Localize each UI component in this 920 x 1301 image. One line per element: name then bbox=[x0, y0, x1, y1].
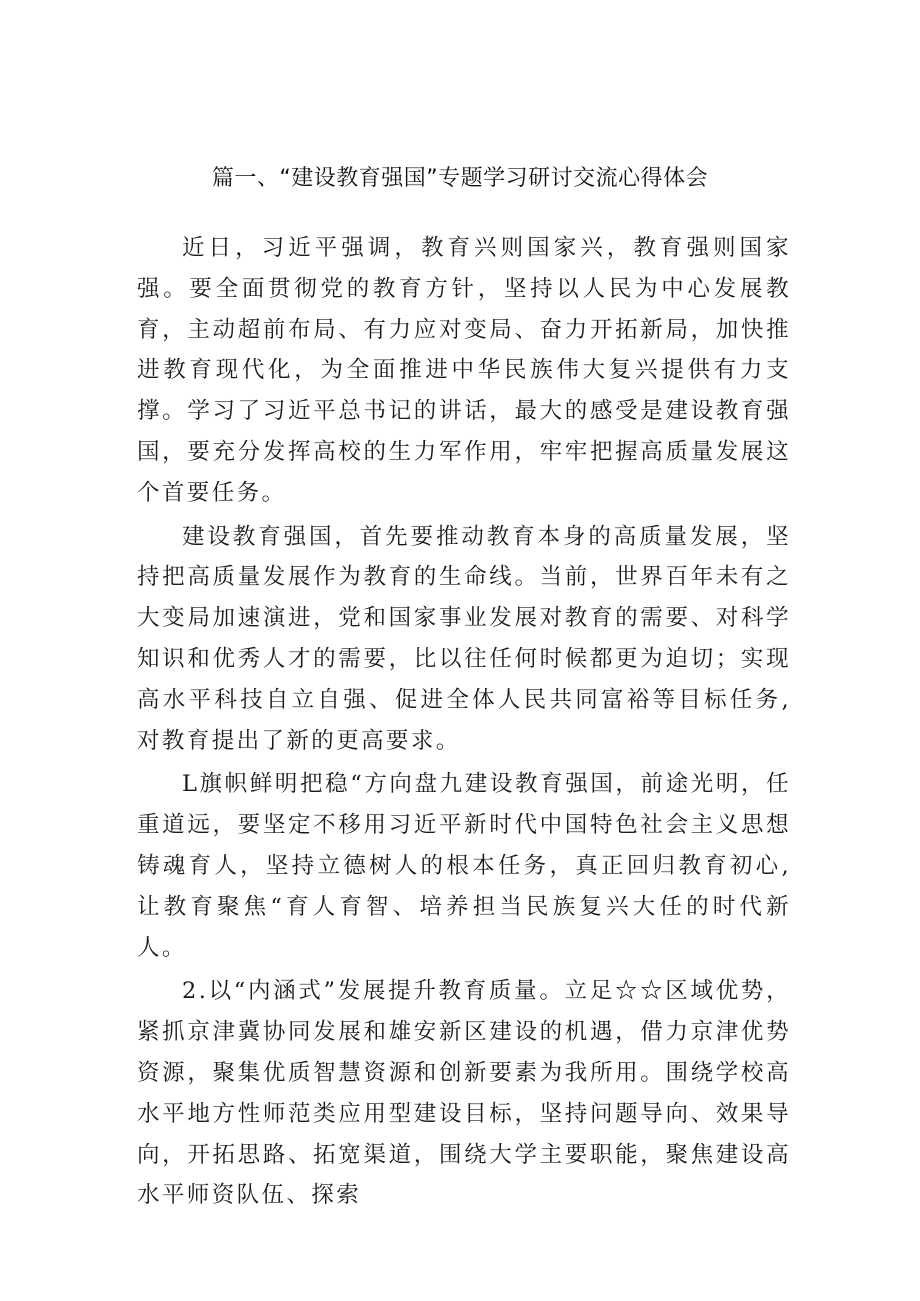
paragraph-2: 建设教育强国，首先要推动教育本身的高质量发展，坚持把高质量发展作为教育的生命线。当前，世界百年未有之大变局加速演进，党和国家事业发展对教育的需要、对科学知识和优秀人才的需要，比以往任何时候都更为迫切；实现高水平科技自立自强、促进全体人民共同富裕等目标任务,对教育提出了新的更高要求。 bbox=[137, 523, 791, 754]
document-title: 篇一、“建设教育强国”专题学习研讨交流心得体会 bbox=[211, 166, 709, 191]
paragraph-4: 2.以“内涵式”发展提升教育质量。立足☆☆区域优势，紧抓京津冀协同发展和雄安新区建设的机遇，借力京津优势资源，聚集优质智慧资源和创新要素为我所用。围绕学校高水平地方性师范类应用型建设目标，坚持问题导向、效果导向，开拓思路、拓宽渠道，围绕大学主要职能，聚焦建设高水平师资队伍、探索 bbox=[137, 978, 791, 1209]
paragraph-3: L旗帜鲜明把稳“方向盘九建设教育强国，前途光明，任重道远，要坚定不移用习近平新时代中国特色社会主义思想铸魂育人，坚持立德树人的根本任务，真正回归教育初心,让教育聚焦“育人育智、培养担当民族复兴大任的时代新人。 bbox=[137, 771, 791, 961]
paragraph-1: 近日，习近平强调，教育兴则国家兴，教育强则国家强。要全面贯彻党的教育方针，坚持以人民为中心发展教育，主动超前布局、有力应对变局、奋力开拓新局，加快推进教育现代化，为全面推进中华民族伟大复兴提供有力支撑。学习了习近平总书记的讲话，最大的感受是建设教育强国，要充分发挥高校的生力军作用，牢牢把握高质量发展这个首要任务。 bbox=[137, 235, 791, 506]
document-body bbox=[137, 228, 791, 1216]
